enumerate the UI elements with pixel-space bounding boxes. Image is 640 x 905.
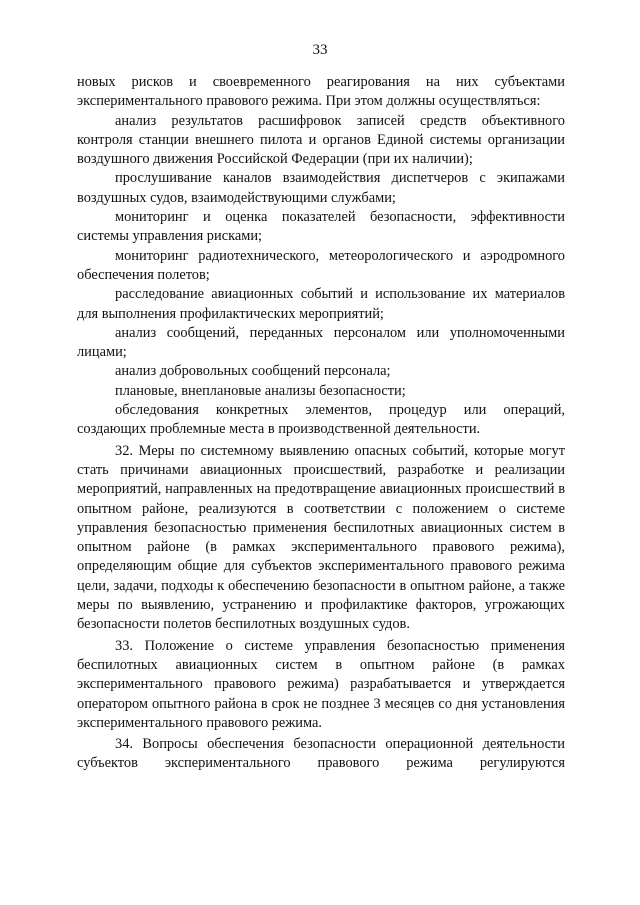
clause-33: 33. Положение о системе управления безопасностью применения беспилотных авиационных систем в опытном районе (в рамках экспериментального правового режима) разрабатывается и утверждается оператором опытного района в срок не позднее 3 месяцев со дня установления экспериментального правового режима.: [77, 637, 565, 731]
list-item-voluntary-reports: анализ добровольных сообщений персонала;: [115, 363, 391, 380]
clause-34: 34. Вопросы обеспечения безопасности операционной деятельности субъектов экспериментального правового режима регулируются: [77, 736, 565, 772]
paragraph-intro-continuation: новых рисков и своевременного реагирования на них субъектами экспериментального правового режима. При этом должны осуществляться:: [77, 74, 565, 110]
list-item-report-analysis: анализ сообщений, переданных персоналом или уполномоченными лицами;: [77, 324, 565, 361]
page-number: 33: [312, 42, 328, 58]
list-item-element-inspection: обследования конкретных элементов, процедур или операций, создающих проблемные места в производственной деятельности.: [77, 402, 565, 438]
list-item-support-monitoring: мониторинг радиотехнического, метеорологического и аэродромного обеспечения полетов;: [77, 247, 565, 283]
clause-32: 32. Меры по системному выявлению опасных событий, которые могут стать причинами авиационных происшествий, разработке и реализации мероприятий, направленных на предотвращение авиационных происшествий в опытном районе, реализуются в соответствии с положением о системе управления безопасностью применения беспилотных авиационных систем в опытном районе (в рамках экспериментального правового режима), определяющим общие для субъектов экспериментального правового режима цели, задачи, подходы к обеспечению безопасности в опытном районе, а также меры по выявлению, устранению и профилактике факторов, угрожающих безопасности полетов беспилотных воздушных судов.: [77, 442, 565, 633]
list-item-channel-listening: прослушивание каналов взаимодействия диспетчеров с экипажами воздушных судов, взаимодействующими службами;: [77, 170, 565, 206]
list-item-safety-monitoring: мониторинг и оценка показателей безопасности, эффективности системы управления рисками;: [77, 209, 565, 245]
list-item-recording-analysis: анализ результатов расшифровок записей средств объективного контроля станции внешнего пилота и органов Единой системы организации воздушного движения Российской Федерации (при их наличии);: [77, 112, 565, 168]
list-item-event-investigation: расследование авиационных событий и использование их материалов для выполнения профилактических мероприятий;: [77, 286, 565, 322]
body-text: [77, 73, 565, 774]
list-item-safety-reviews: плановые, внеплановые анализы безопасности;: [115, 382, 406, 399]
